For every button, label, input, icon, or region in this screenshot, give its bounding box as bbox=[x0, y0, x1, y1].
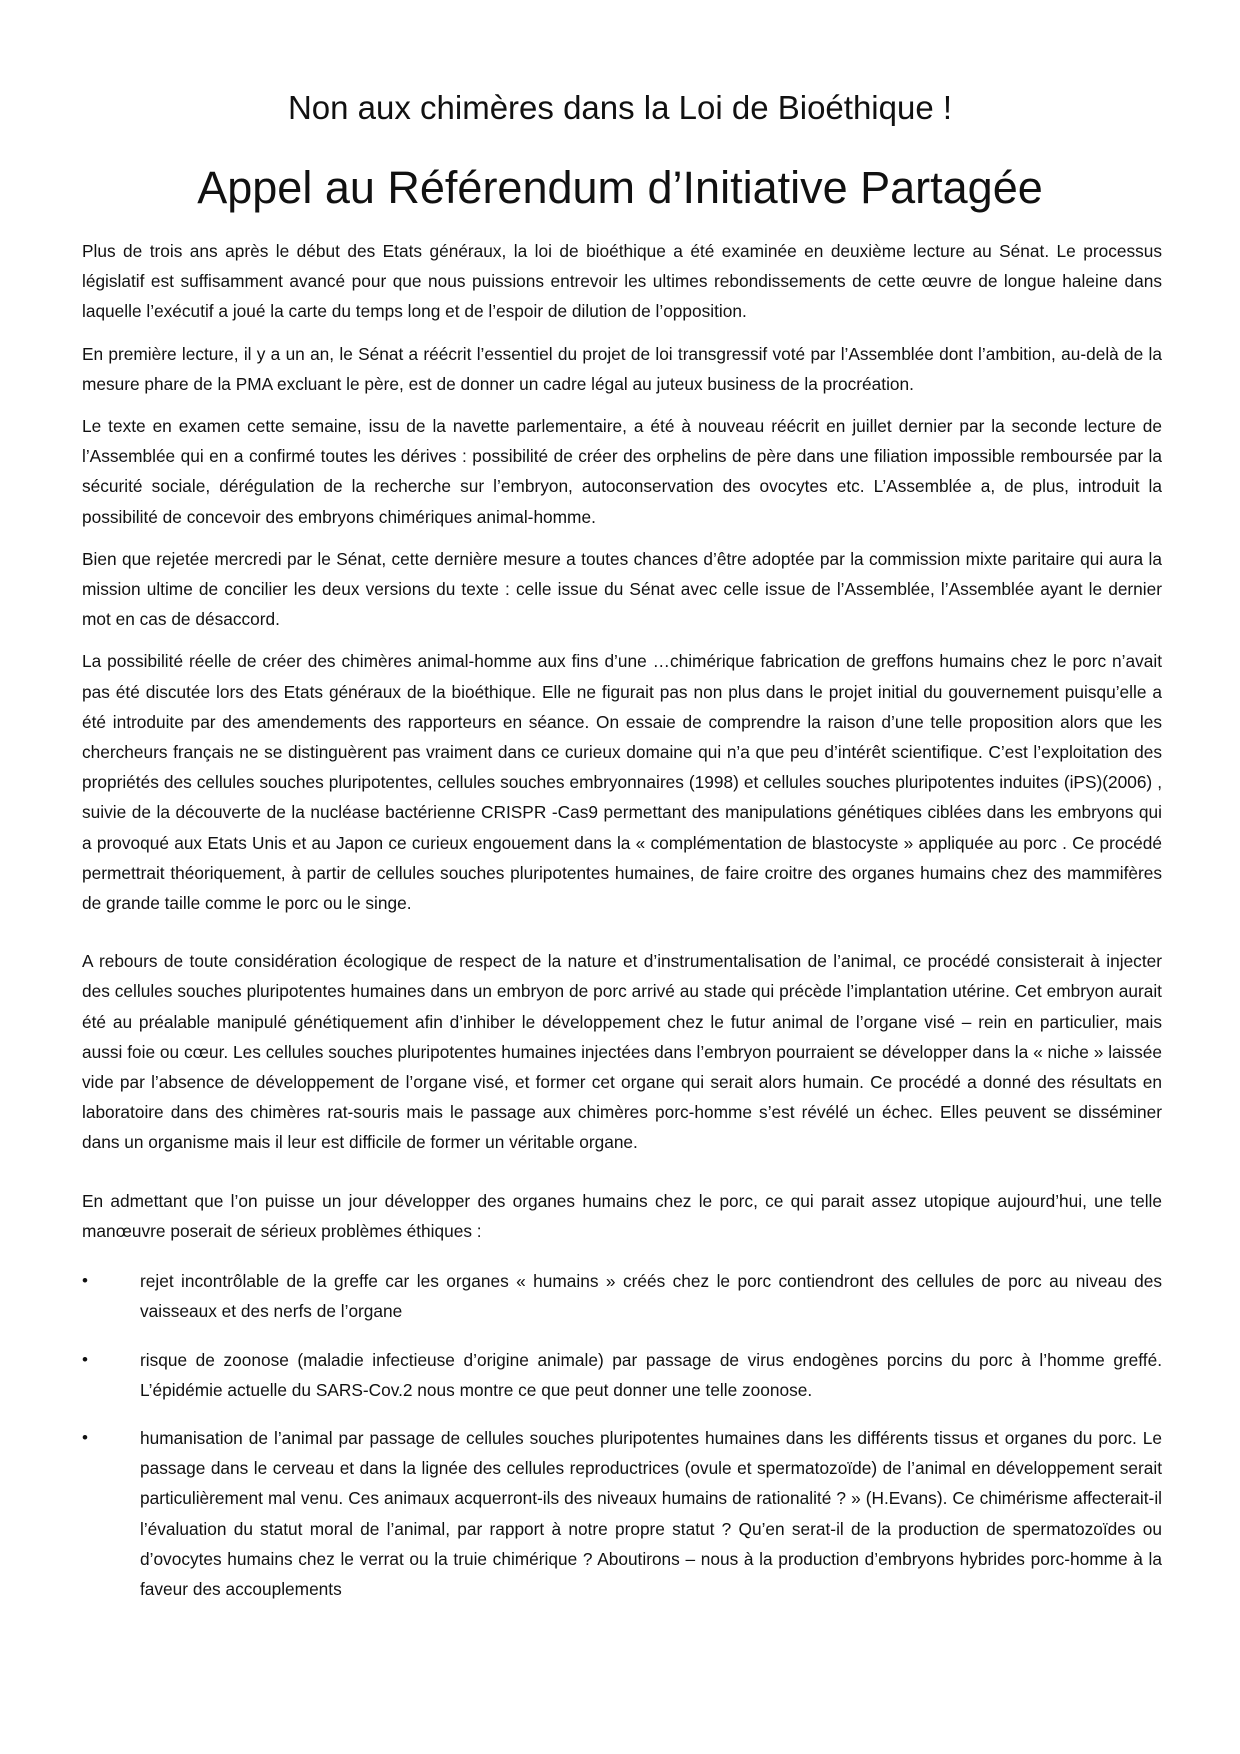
paragraph-6: A rebours de toute considération écologique de respect de la nature et d’instrumentalisation de l’animal, ce procédé consisterait à injecter des cellules souches pluripotentes humaines dans un embryon de porc arrivé au stade qui précède l’implantation utérine. Cet embryon aurait été au préalable manipulé génétiquement afin d’inhiber le développement chez le futur animal de l’organe visé – rein en particulier, mais aussi foie ou cœur. Les cellules souches pluripotentes humaines injectées dans l’embryon pourraient se développer dans la « niche » laissée vide par l’absence de développement de l’organe visé, et former cet organe qui serait alors humain. Ce procédé a donné des résultats en laboratoire dans des chimères rat-souris mais le passage aux chimères porc-homme s’est révélé un échec. Elles peuvent se disséminer dans un organisme mais il leur est difficile de former un véritable organe. bbox=[82, 951, 1162, 1153]
paragraph-2: En première lecture, il y a un an, le Sénat a réécrit l’essentiel du projet de loi transgressif voté par l’Assemblée dont l’ambition, au-delà de la mesure phare de la PMA excluant le père, est de donner un cadre légal au juteux business de la procréation. bbox=[82, 343, 1162, 394]
document-body bbox=[82, 236, 1162, 1622]
paragraph-4: Bien que rejetée mercredi par le Sénat, cette dernière mesure a toutes chances d’être adoptée par la commission mixte paritaire qui aura la mission ultime de concilier les deux versions du texte : celle issue du Sénat avec celle issue de l’Assemblée, l’Assemblée ayant le dernier mot en cas de désaccord. bbox=[82, 548, 1162, 630]
paragraph-5: La possibilité réelle de créer des chimères animal-homme aux fins d’une …chimérique fabrication de greffons humains chez le porc n’avait pas été discutée lors des Etats généraux de la bioéthique. Elle ne figurait pas non plus dans le projet initial du gouvernement puisqu’elle a été introduite par des amendements des rapporteurs en séance. On essaie de comprendre la raison d’une telle proposition alors que les chercheurs français ne se distinguèrent pas vraiment dans ce curieux domaine qui n’a que peu d’intérêt scientifique. C’est l’exploitation des propriétés des cellules souches pluripotentes, cellules souches embryonnaires (1998) et cellules souches pluripotentes induites (iPS)(2006) , suivie de la découverte de la nucléase bactérienne CRISPR -Cas9 permettant des manipulations génétiques ciblées dans les embryons qui a provoqué aux Etats Unis et au Japon ce curieux engouement dans la « complémentation de blastocyste » appliquée au porc . Ce procédé permettrait théoriquement, à partir de cellules souches pluripotentes humaines, de faire croitre des organes humains chez des mammifères de grande taille comme le porc ou le singe. bbox=[82, 651, 1162, 914]
document-title-line-2: Appel au Référendum d’Initiative Partagée bbox=[197, 162, 1043, 213]
bullet-icon: • bbox=[82, 1427, 88, 1447]
list-item bbox=[82, 1266, 1162, 1326]
paragraph-1: Plus de trois ans après le début des Etats généraux, la loi de bioéthique a été examinée en deuxième lecture au Sénat. Le processus législatif est suffisamment avancé pour que nous puissions entrevoir les ultimes rebondissements de cette œuvre de longue haleine dans laquelle l’exécutif a joué la carte du temps long et de l’espoir de dilution de l’opposition. bbox=[82, 241, 1162, 322]
list-item bbox=[82, 1345, 1162, 1405]
list-item-text: risque de zoonose (maladie infectieuse d’origine animale) par passage de virus endogènes porcins du porc à l’homme greffé. L’épidémie actuelle du SARS-Cov.2 nous montre ce que peut donner une telle zoonose. bbox=[140, 1349, 1162, 1400]
ethical-issues-list bbox=[82, 1266, 1162, 1604]
document-title-line-1: Non aux chimères dans la Loi de Bioéthique ! bbox=[287, 89, 953, 126]
list-item bbox=[82, 1423, 1162, 1604]
list-item-text: humanisation de l’animal par passage de cellules souches pluripotentes humaines dans les différents tissus et organes du porc. Le passage dans le cerveau et dans la lignée des cellules reproductrices (ovule et spermatozoïde) de l’animal en développement serait particulièrement mal venu. Ces animaux acquerront-ils des niveaux humains de rationalité ? » (H.Evans). Ce chimérisme affecterait-il l’évaluation du statut moral de l’animal, par rapport à notre propre statut ? Qu’en serat-il de la production de spermatozoïdes ou d’ovocytes humains chez le verrat ou la truie chimérique ? Aboutirons – nous à la production d’embryons hybrides porc-homme à la faveur des accouplements bbox=[140, 1427, 1162, 1599]
paragraph-3: Le texte en examen cette semaine, issu de la navette parlementaire, a été à nouveau réécrit en juillet dernier par la seconde lecture de l’Assemblée qui en a confirmé toutes les dérives : possibilité de créer des orphelins de père dans une filiation impossible remboursée par la sécurité sociale, dérégulation de la recherche sur l’embryon, autoconservation des ovocytes etc. L’Assemblée a, de plus, introduit la possibilité de concevoir des embryons chimériques animal-homme. bbox=[82, 416, 1162, 527]
paragraph-7: En admettant que l’on puisse un jour développer des organes humains chez le porc, ce qui parait assez utopique aujourd’hui, une telle manœuvre poserait de sérieux problèmes éthiques : bbox=[82, 1190, 1162, 1241]
bullet-icon: • bbox=[82, 1271, 88, 1291]
list-item-text: rejet incontrôlable de la greffe car les organes « humains » créés chez le porc contiendront des cellules de porc au niveau des vaisseaux et des nerfs de l’organe bbox=[140, 1271, 1162, 1322]
bullet-icon: • bbox=[82, 1349, 88, 1369]
